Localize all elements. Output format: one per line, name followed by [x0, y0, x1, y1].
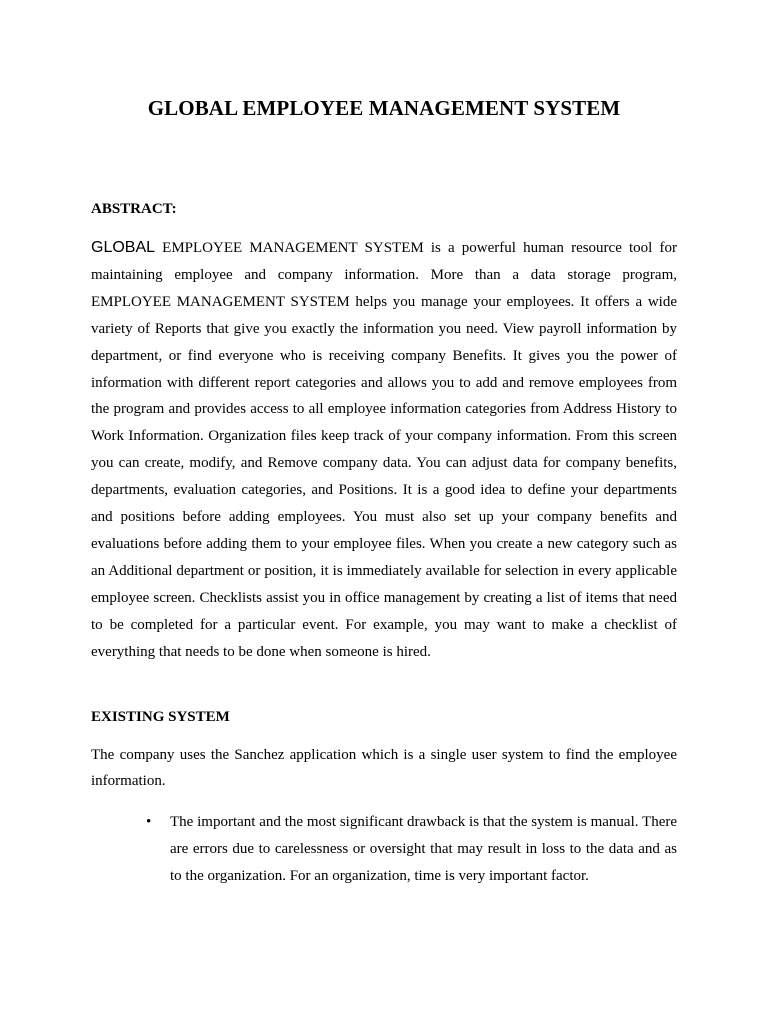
abstract-lead-word: GLOBAL	[91, 239, 156, 256]
abstract-heading: ABSTRACT:	[91, 201, 177, 217]
list-item	[91, 809, 677, 890]
document-title: GLOBAL EMPLOYEE MANAGEMENT SYSTEM	[147, 96, 621, 120]
existing-system-bullet-list	[91, 809, 677, 890]
abstract-paragraph	[91, 235, 677, 666]
existing-system-paragraph: The company uses the Sanchez application which is a single user system to find the employee information.	[91, 746, 677, 790]
abstract-body-text: EMPLOYEE MANAGEMENT SYSTEM is a powerful human resource tool for maintaining employee and company information. More than a data storage program, EMPLOYEE MANAGEMENT SYSTEM helps you manage your employees. It offers a wide variety of Reports that give you exactly the information you need. View payroll information by department, or find everyone who is receiving company Benefits. It gives you the power of information with different report categories and allows you to add and remove employees from the program and provides access to all employee information categories from Address History to Work Information. Organization files keep track of your company information. From this screen you can create, modify, and Remove company data. You can adjust data for company benefits, departments, evaluation categories, and Positions. It is a good idea to define your departments and positions before adding employees. You must also set up your company benefits and evaluations before adding them to your employee files. When you create a new category such as an Additional department or position, it is immediately available for selection in every applicable employee screen. Checklists assist you in office management by creating a list of items that need to be completed for a particular event. For example, you may want to make a checklist of everything that needs to be done when someone is hired.	[91, 240, 677, 660]
existing-system-heading: EXISTING SYSTEM	[91, 708, 230, 725]
bullet-text: The important and the most significant drawback is that the system is manual. There are errors due to carelessness or oversight that may result in loss to the data and as to the organization. For an organization, time is very important factor.	[170, 814, 677, 885]
bullet-icon: •	[146, 814, 152, 831]
